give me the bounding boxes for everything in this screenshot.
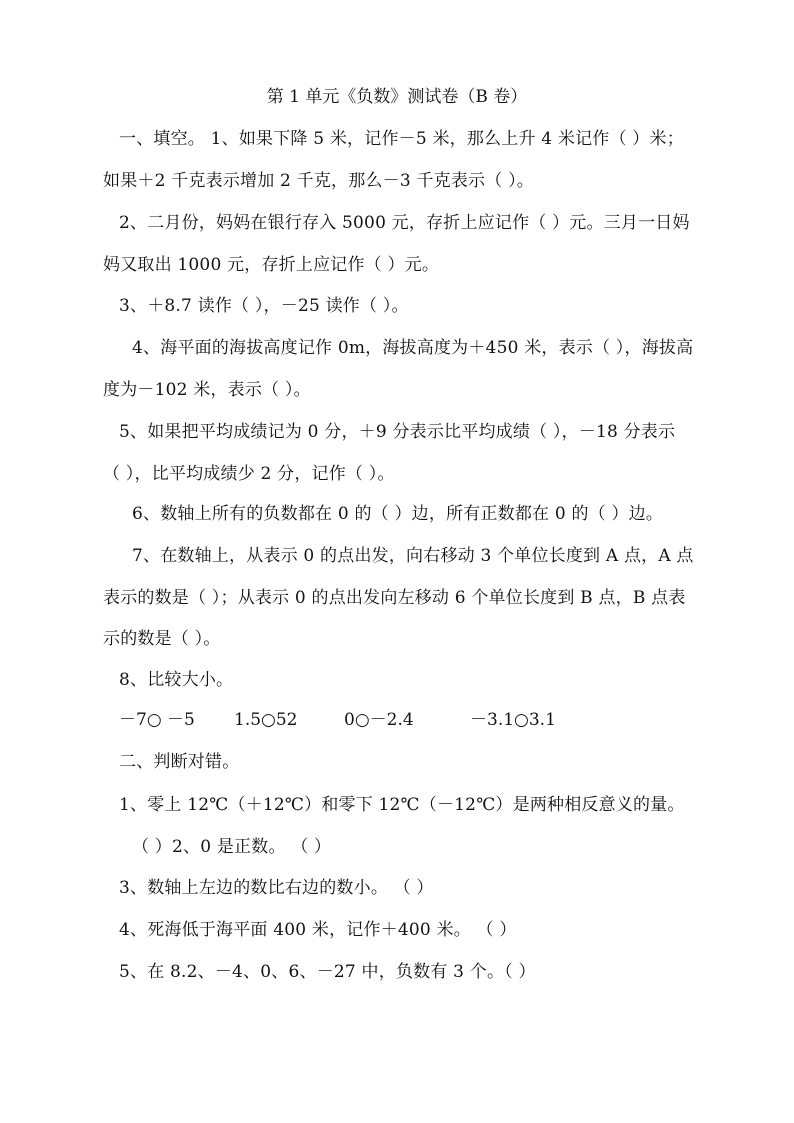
part2-heading: 二、判断对错。: [119, 752, 240, 772]
q5-line1: 5、如果把平均成绩记为 0 分，＋9 分表示比平均成绩（ ），－18 分表示: [119, 422, 676, 442]
q7-line3: 示的数是（ ）。: [103, 629, 221, 649]
q7-line2: 表示的数是（ ）；从表示 0 的点出发向左移动 6 个单位长度到 B 点，B 点表: [103, 588, 686, 608]
judge-5: 5、在 8.2、－4、0、6、－27 中，负数有 3 个。（ ）: [119, 962, 536, 982]
q3: 3、＋8.7 读作（ ），－25 读作（ ）。: [119, 296, 409, 316]
q7-line1: 7、在数轴上，从表示 0 的点出发，向右移动 3 个单位长度到 A 点，A 点: [132, 546, 694, 566]
q4-line2: 度为－102 米，表示（ ）。: [103, 380, 311, 400]
judge-2: （ ）2、0 是正数。 （ ）: [132, 837, 332, 857]
q1-continuation: 如果＋2 千克表示增加 2 千克，那么－3 千克表示（ ）。: [103, 171, 534, 191]
judge-3: 3、数轴上左边的数比右边的数小。 （ ）: [119, 878, 434, 898]
q5-line2: （ ），比平均成绩少 2 分，记作（ ）。: [103, 464, 395, 484]
judge-1: 1、零上 12℃（＋12℃）和零下 12℃（－12℃）是两种相反意义的量。: [119, 795, 685, 815]
judge-4: 4、死海低于海平面 400 米，记作＋400 米。 （ ）: [119, 920, 517, 940]
compare-item-1: －7○ －5: [119, 710, 195, 730]
q2-line1: 2、二月份，妈妈在银行存入 5000 元，存折上应记作（ ）元。三月一日妈: [119, 213, 690, 233]
compare-item-2: 1.5○52: [234, 710, 298, 730]
compare-item-4: －3.1○3.1: [470, 710, 556, 730]
q8: 8、比较大小。: [119, 670, 234, 690]
page-title: 第 1 单元《负数》测试卷（B 卷）: [266, 87, 528, 107]
compare-item-3: 0○－2.4: [344, 710, 414, 730]
q4-line1: 4、海平面的海拔高度记作 0m，海拔高度为＋450 米，表示（ ），海拔高: [132, 338, 694, 358]
q2-line2: 妈又取出 1000 元，存折上应记作（ ）元。: [103, 255, 440, 275]
part1-heading-q1: 一、填空。 1、如果下降 5 米，记作－5 米，那么上升 4 米记作（ ）米；: [119, 129, 684, 149]
q6: 6、数轴上所有的负数都在 0 的（ ）边，所有正数都在 0 的（ ）边。: [132, 504, 664, 524]
